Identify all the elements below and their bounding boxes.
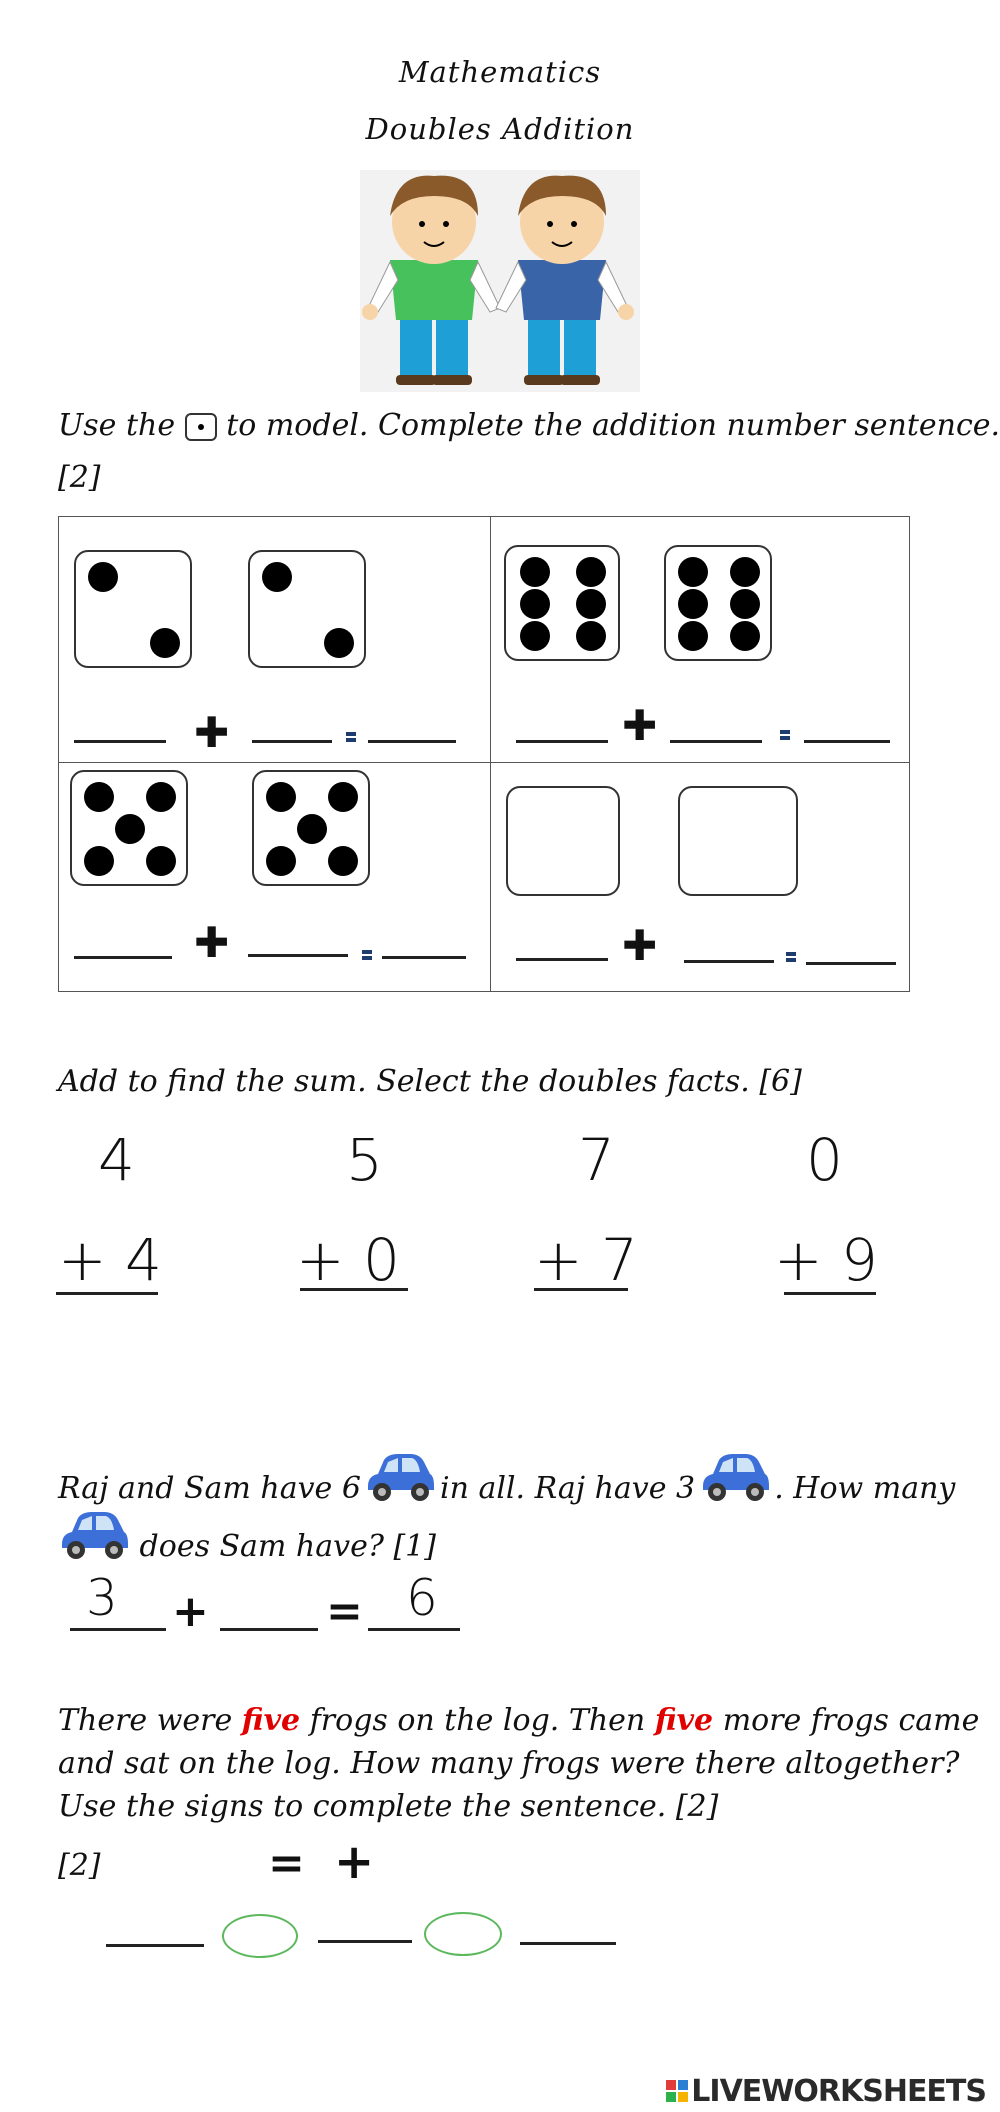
die-five	[70, 770, 188, 886]
answer-blank[interactable]	[74, 740, 166, 743]
equals-sign-draggable[interactable]: =	[268, 1838, 305, 1889]
q1-marks: [2]	[58, 460, 101, 495]
q3-equals: =	[326, 1586, 363, 1637]
q3-part3: . How many	[774, 1471, 956, 1506]
answer-blank[interactable]	[516, 740, 608, 743]
q4-five-1: five	[241, 1703, 301, 1738]
sign-drop-oval-2[interactable]	[424, 1912, 502, 1956]
q4-five-2: five	[654, 1703, 714, 1738]
q3-first-line	[70, 1628, 166, 1631]
problem-4-answer-line[interactable]	[784, 1292, 876, 1295]
answer-blank[interactable]	[252, 740, 332, 743]
equals-sign	[780, 728, 790, 742]
die-six	[664, 545, 772, 661]
car-icon	[58, 1508, 130, 1562]
die-blank	[678, 786, 798, 896]
q4-s3: more frogs came	[722, 1703, 980, 1738]
problem-3-top: 7	[578, 1126, 615, 1194]
q4-line-1	[58, 1703, 979, 1738]
twins-illustration	[360, 170, 640, 392]
problem-4-top: 0	[806, 1126, 843, 1194]
car-icon	[364, 1450, 436, 1504]
q3-answer-blank[interactable]	[220, 1628, 318, 1631]
problem-4-bottom: + 9	[774, 1226, 878, 1294]
page-title: Mathematics	[398, 55, 602, 89]
q3-part4: does Sam have? [1]	[139, 1529, 436, 1564]
q3-plus: +	[172, 1586, 209, 1637]
answer-blank[interactable]	[248, 954, 348, 957]
liveworksheets-logo-icon	[666, 2080, 688, 2102]
answer-blank[interactable]	[368, 740, 456, 743]
q4-s1: There were	[58, 1703, 233, 1738]
plus-sign: ✚	[194, 708, 230, 757]
sign-drop-oval-1[interactable]	[222, 1914, 298, 1958]
plus-sign: ✚	[622, 701, 658, 750]
q1-instruction	[58, 408, 1000, 443]
q1-text-before: Use the	[58, 408, 176, 443]
equals-sign	[786, 950, 796, 964]
problem-2-top: 5	[346, 1126, 383, 1194]
q4-blank-2[interactable]	[318, 1940, 412, 1943]
die-two	[74, 550, 192, 668]
die-blank	[506, 786, 620, 896]
plus-sign-draggable[interactable]: +	[334, 1834, 375, 1890]
liveworksheets-brand: LIVEWORKSHEETS	[691, 2074, 986, 2109]
die-six	[504, 545, 620, 661]
answer-blank[interactable]	[382, 956, 466, 959]
q3-result: 6	[406, 1569, 438, 1627]
q3-part2: in all. Raj have 3	[440, 1471, 696, 1506]
q4-line-3: Use the signs to complete the sentence. [2]	[58, 1789, 719, 1824]
q3-line-1	[58, 1450, 955, 1506]
problem-2-answer-line[interactable]	[300, 1288, 408, 1291]
answer-blank[interactable]	[516, 958, 608, 961]
plus-sign: ✚	[622, 921, 658, 970]
problem-3-bottom: + 7	[534, 1226, 638, 1294]
answer-blank[interactable]	[806, 962, 896, 965]
plus-sign: ✚	[194, 918, 230, 967]
q4-s2: frogs on the log. Then	[309, 1703, 646, 1738]
answer-blank[interactable]	[684, 960, 774, 963]
q4-marks: [2]	[58, 1848, 101, 1883]
problem-1-answer-line[interactable]	[56, 1292, 158, 1295]
q4-blank-1[interactable]	[106, 1944, 204, 1947]
q1-text-after: to model. Complete the addition number sentence.	[226, 408, 1000, 443]
page-subtitle: Doubles Addition	[365, 112, 635, 146]
die-five	[252, 770, 370, 886]
car-icon	[699, 1450, 771, 1504]
problem-2-bottom: + 0	[296, 1226, 400, 1294]
q4-blank-3[interactable]	[520, 1942, 616, 1945]
answer-blank[interactable]	[804, 740, 890, 743]
q2-instruction: Add to find the sum. Select the doubles facts. [6]	[58, 1064, 802, 1099]
q3-line-2	[58, 1508, 436, 1564]
problem-1-top: 4	[98, 1126, 135, 1194]
problem-1-bottom: + 4	[58, 1226, 162, 1294]
q3-first-addend: 3	[86, 1569, 118, 1627]
q3-result-line	[368, 1628, 460, 1631]
die-one-icon	[185, 413, 217, 441]
answer-blank[interactable]	[670, 740, 762, 743]
q4-line-2: and sat on the log. How many frogs were there altogether?	[58, 1746, 960, 1781]
die-two	[248, 550, 366, 668]
q3-part1: Raj and Sam have 6	[58, 1471, 361, 1506]
problem-3-answer-line[interactable]	[534, 1288, 628, 1291]
equals-sign	[346, 730, 356, 744]
liveworksheets-logo	[666, 2074, 986, 2109]
answer-blank[interactable]	[74, 956, 172, 959]
equals-sign	[362, 948, 372, 962]
